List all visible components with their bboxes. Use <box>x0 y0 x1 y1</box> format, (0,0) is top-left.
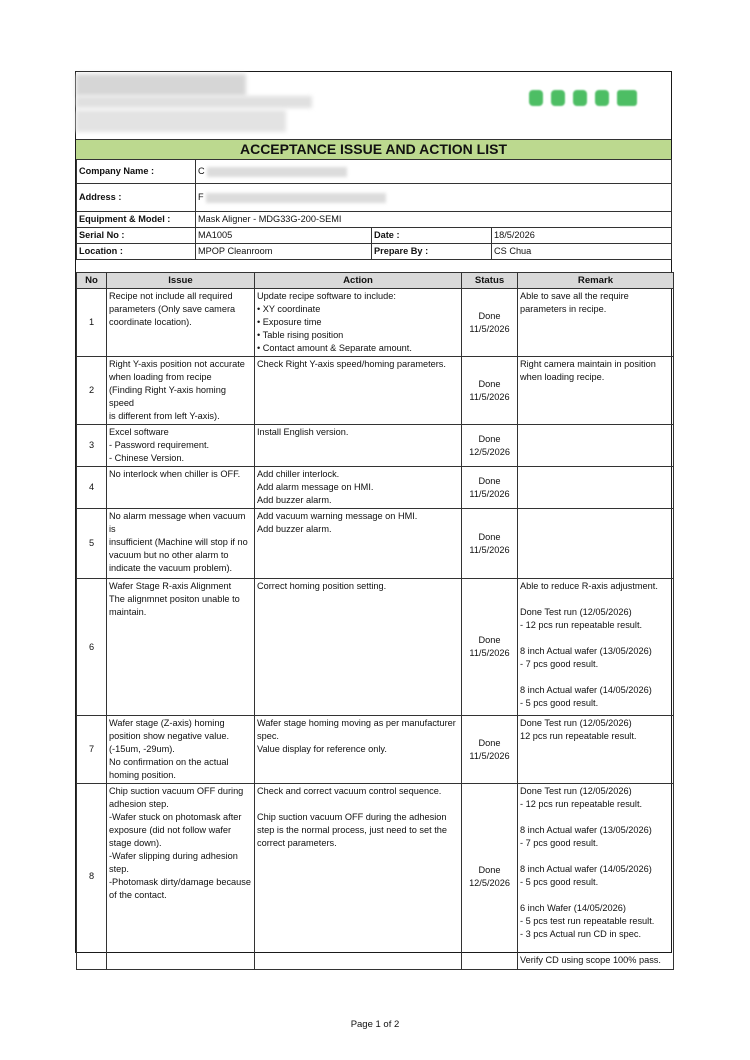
prepare-label: Prepare By : <box>372 244 492 260</box>
status-cell-line: Done <box>478 433 501 444</box>
issue-cell-line: coordinate location). <box>109 317 192 327</box>
address-value <box>196 184 672 212</box>
issue-cell-line: -Photomask dirty/damage because <box>109 877 251 887</box>
header-issue: Issue <box>107 273 255 289</box>
action-cell-line: Install English version. <box>257 427 349 437</box>
issue-cell-line: (Finding Right Y-axis homing speed <box>109 385 229 408</box>
status-cell-line: Done <box>478 475 501 486</box>
remark-cell-line <box>520 941 671 954</box>
issue-cell-line: adhesion step. <box>109 799 169 809</box>
equipment-value: Mask Aligner - MDG33G-200-SEMI <box>196 212 672 228</box>
issue-cell-line: when loading from recipe <box>109 372 212 382</box>
table-row <box>77 467 674 509</box>
company-label: Company Name : <box>77 160 196 184</box>
action-cell-line: Add chiller interlock. <box>257 469 340 479</box>
row-number: 2 <box>77 357 107 425</box>
remark-cell <box>518 716 674 784</box>
issue-cell-line: Wafer stage (Z-axis) homing <box>109 718 225 728</box>
action-cell-line: Correct homing position setting. <box>257 581 387 591</box>
remark-cell-line <box>520 671 671 684</box>
address-redaction <box>206 193 386 203</box>
action-cell <box>255 784 462 970</box>
issue-cell <box>107 357 255 425</box>
date-value: 18/5/2026 <box>492 228 672 244</box>
action-cell-line: Wafer stage homing moving as per manufacturer <box>257 718 456 728</box>
remark-cell-line: Verify CD using scope 100% pass. <box>520 955 661 965</box>
location-label: Location : <box>77 244 196 260</box>
status-cell-line: 11/5/2026 <box>469 648 510 658</box>
remark-cell-line: 12 pcs run repeatable result. <box>520 731 637 741</box>
action-cell-line <box>257 798 459 811</box>
issue-cell-line: insufficient (Machine will stop if no <box>109 537 248 547</box>
remark-cell-line: - 12 pcs run repeatable result. <box>520 620 643 630</box>
issue-cell-line: Excel software <box>109 427 169 437</box>
action-cell <box>255 716 462 784</box>
remark-cell-line: when loading recipe. <box>520 372 605 382</box>
status-cell-line: Done <box>478 635 501 645</box>
remark-cell <box>518 509 674 579</box>
status-cell-line: 12/5/2026 <box>469 877 510 888</box>
issue-cell-line: -Wafer stuck on photomask after <box>109 812 242 822</box>
header-status: Status <box>462 273 518 289</box>
issue-cell-line: No confirmation on the actual <box>109 757 229 767</box>
issue-cell-line: is different from left Y-axis). <box>109 411 220 421</box>
issue-cell-line: - Chinese Version. <box>109 453 185 463</box>
issue-cell-line: vacuum but no other alarm to <box>109 550 229 560</box>
remark-cell-line: - 5 pcs test run repeatable result. <box>520 916 655 926</box>
action-cell-line: correct parameters. <box>257 838 337 848</box>
remark-cell-line: 8 inch Actual wafer (13/05/2026) <box>520 646 652 656</box>
issue-cell-line: of the contact. <box>109 890 167 900</box>
serial-value: MA1005 <box>196 228 372 244</box>
table-row <box>77 509 674 579</box>
action-cell-line: Value display for reference only. <box>257 744 387 754</box>
action-cell-line: Add buzzer alarm. <box>257 495 332 505</box>
remark-cell-line: Done Test run (12/05/2026) <box>520 718 632 728</box>
issue-cell-line: Recipe not include all required <box>109 291 233 301</box>
issue-cell-line: No alarm message when vacuum is <box>109 511 248 534</box>
issue-cell-line: maintain. <box>109 607 147 617</box>
action-cell <box>255 357 462 425</box>
issue-cell <box>107 467 255 509</box>
remark-cell-line <box>520 632 671 645</box>
status-cell <box>462 784 518 970</box>
remark-cell-line <box>520 889 671 902</box>
action-cell <box>255 467 462 509</box>
remark-cell-line: - 7 pcs good result. <box>520 659 599 669</box>
table-row <box>77 579 674 716</box>
row-number: 8 <box>77 784 107 970</box>
remark-cell-line: parameters in recipe. <box>520 304 607 314</box>
status-cell-line: Done <box>478 378 501 389</box>
remark-cell-line: Done Test run (12/05/2026) <box>520 607 632 617</box>
issue-cell <box>107 579 255 716</box>
remark-cell-line: - 7 pcs good result. <box>520 838 599 848</box>
table-row <box>77 425 674 467</box>
serial-label: Serial No : <box>77 228 196 244</box>
status-cell-line: 11/5/2026 <box>469 544 510 555</box>
issue-cell <box>107 509 255 579</box>
company-value <box>196 160 672 184</box>
status-cell-line: 11/5/2026 <box>469 391 510 402</box>
issue-cell-line: No interlock when chiller is OFF. <box>109 469 241 479</box>
status-cell-line: Done <box>478 864 501 875</box>
remark-cell-line: 8 inch Actual wafer (14/05/2026) <box>520 864 652 874</box>
status-cell <box>462 579 518 716</box>
table-row <box>77 289 674 357</box>
status-cell-line: 11/5/2026 <box>469 323 510 334</box>
action-cell-line: • Table rising position <box>257 330 344 340</box>
issue-cell-line: (-15um, -29um). <box>109 744 175 754</box>
issue-cell-line: The alignmnet positon unable to <box>109 594 240 604</box>
table-row <box>77 716 674 784</box>
remark-cell-line: 6 inch Wafer (14/05/2026) <box>520 903 626 913</box>
company-logo-icon <box>527 86 642 110</box>
equipment-label: Equipment & Model : <box>77 212 196 228</box>
issue-cell-line: position show negative value. <box>109 731 230 741</box>
action-cell-line: Check Right Y-axis speed/homing parameters. <box>257 359 446 369</box>
action-cell <box>255 509 462 579</box>
action-cell <box>255 425 462 467</box>
letterhead-blur-3 <box>76 110 286 132</box>
issue-cell <box>107 425 255 467</box>
action-cell-line: Update recipe software to include: <box>257 291 396 301</box>
issue-cell-line: parameters (Only save camera <box>109 304 236 314</box>
page-footer: Page 1 of 2 <box>350 1019 400 1030</box>
status-cell-line: Done <box>478 737 501 748</box>
remark-cell <box>518 579 674 716</box>
issue-table <box>76 272 674 970</box>
remark-cell <box>518 467 674 509</box>
action-cell-line: step is the normal process, just need to set the <box>257 825 447 835</box>
issue-cell-line: stage down). <box>109 838 162 848</box>
header-no: No <box>77 273 107 289</box>
action-cell-line: • Exposure time <box>257 317 322 327</box>
action-cell-line: Check and correct vacuum control sequence. <box>257 786 442 796</box>
row-number: 5 <box>77 509 107 579</box>
issue-cell <box>107 716 255 784</box>
info-table <box>76 159 672 260</box>
remark-cell-line <box>520 850 671 863</box>
issue-cell-line: Wafer Stage R-axis Alignment <box>109 581 232 591</box>
remark-cell-line: 8 inch Actual wafer (13/05/2026) <box>520 825 652 835</box>
letterhead-blur-2 <box>76 96 312 108</box>
issue-rows <box>77 289 674 970</box>
remark-cell <box>518 357 674 425</box>
action-cell-line: Add buzzer alarm. <box>257 524 332 534</box>
action-cell-line: Add vacuum warning message on HMI. <box>257 511 418 521</box>
status-cell-line: Done <box>478 531 501 542</box>
issue-cell <box>107 289 255 357</box>
action-cell <box>255 579 462 716</box>
action-cell-line: Add alarm message on HMI. <box>257 482 374 492</box>
issue-cell-line: Right Y-axis position not accurate <box>109 359 245 369</box>
remark-cell-line <box>520 593 671 606</box>
date-label: Date : <box>372 228 492 244</box>
address-label: Address : <box>77 184 196 212</box>
issue-cell-line: step. <box>109 864 129 874</box>
row-number: 4 <box>77 467 107 509</box>
remark-cell <box>518 289 674 357</box>
table-row <box>77 784 674 970</box>
remark-cell <box>518 425 674 467</box>
issue-cell-line: -Wafer slipping during adhesion <box>109 851 238 861</box>
status-cell <box>462 509 518 579</box>
issue-cell <box>107 784 255 970</box>
address-value-text: F <box>198 192 204 202</box>
status-cell <box>462 467 518 509</box>
company-redaction <box>207 167 347 177</box>
row-number: 7 <box>77 716 107 784</box>
prepare-value: CS Chua <box>492 244 672 260</box>
remark-cell-line: 8 inch Actual wafer (14/05/2026) <box>520 685 652 695</box>
remark-cell <box>518 784 674 970</box>
status-cell-line: 11/5/2026 <box>469 750 510 761</box>
issue-cell-line: indicate the vacuum problem). <box>109 563 233 573</box>
action-cell-line: Chip suction vacuum OFF during the adhesion <box>257 812 447 822</box>
status-cell-line: 11/5/2026 <box>469 488 510 499</box>
issue-cell-line: - Password requirement. <box>109 440 210 450</box>
remark-cell-line: Right camera maintain in position <box>520 359 656 369</box>
header-remark: Remark <box>518 273 674 289</box>
document-title: ACCEPTANCE ISSUE AND ACTION LIST <box>76 139 671 160</box>
row-number: 1 <box>77 289 107 357</box>
status-cell <box>462 425 518 467</box>
status-cell-line: 12/5/2026 <box>469 446 510 457</box>
row-number: 6 <box>77 579 107 716</box>
status-cell-line: Done <box>478 310 501 321</box>
remark-cell-line <box>520 811 671 824</box>
issue-cell-line: homing position. <box>109 770 176 780</box>
action-cell-line: • Contact amount & Separate amount. <box>257 343 412 353</box>
remark-cell-line: Able to save all the require <box>520 291 629 301</box>
issue-cell-line: exposure (did not follow wafer <box>109 825 232 835</box>
action-cell <box>255 289 462 357</box>
remark-cell-line: - 5 pcs good result. <box>520 698 599 708</box>
action-cell-line: • XY coordinate <box>257 304 321 314</box>
remark-cell-line: Able to reduce R-axis adjustment. <box>520 581 658 591</box>
letterhead-blur-1 <box>76 74 246 96</box>
status-cell <box>462 357 518 425</box>
status-cell <box>462 289 518 357</box>
status-cell <box>462 716 518 784</box>
remark-cell-line: - 3 pcs Actual run CD in spec. <box>520 929 642 939</box>
action-cell-line: spec. <box>257 731 279 741</box>
remark-cell-line: - 5 pcs good result. <box>520 877 599 887</box>
header-action: Action <box>255 273 462 289</box>
table-row <box>77 357 674 425</box>
company-value-text: C <box>198 166 205 176</box>
row-number: 3 <box>77 425 107 467</box>
remark-cell-line: Done Test run (12/05/2026) <box>520 786 632 796</box>
remark-cell-line: - 12 pcs run repeatable result. <box>520 799 643 809</box>
issue-cell-line: Chip suction vacuum OFF during <box>109 786 244 796</box>
location-value: MPOP Cleanroom <box>196 244 372 260</box>
